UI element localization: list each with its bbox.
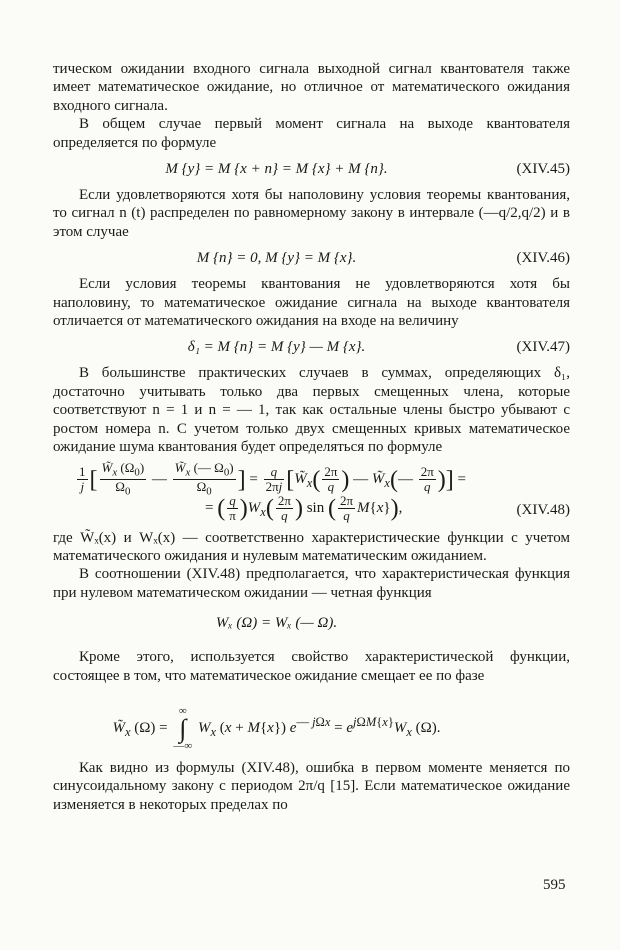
equation-xiv48-line1: $\frac{1}{j}$ [ $\frac{W̃_x (\Omega_0)}{\Omega_0}$ — $\frac{W̃_x (— \Omega_0)}{\Omega_0}$ ] = $\frac{q}{2\pi j}$ [$W̃_x$( $\frac{2\pi}{q}$ ) — $W̃_x(—$ $\frac{2\pi}{q}$ )] = [79,459,467,498]
paragraph-1: тическом ожидании входного сигнала выходной сигнал квантователя также имеет математическое ожидание, но отличное от математического ожидания входного сигнала. [53,61,570,114]
equation-xiv48-line2: = ( $\frac{q}{\pi}$ )$W_x$( $\frac{2\pi}{q}$ ) sin ( $\frac{2\pi}{q}$ M{x}), [205,492,403,523]
equation-xiv47-body: δ₁ = M {n} = M {y} — M {x}. [187,339,366,356]
equation-xiv47 [53,336,570,358]
equation-xiv47-number: (XIV.47) [516,339,570,356]
paragraph-9: Как видно из формулы (XIV.48), ошибка в первом моменте меняется по синусоидальному закону с периодом 2π/q [15]. Если математическое ожидание изменяется в некоторых пределах по [53,759,570,813]
text-column [53,60,570,814]
equation-even-function-body: Wₓ (Ω) = Wₓ (— Ω). [215,615,338,632]
paragraph-5: В большинстве практических случаев в суммах, определяющих δ₁, достаточно учитывать только два первых смещенных члена, которые соответствуют n = 1 и n = — 1, так как остальные члены быстро убывают с ростом номера n. С учетом только двух смещенных кривых математическое ожидание шума квантования будет определяться по формуле [53,365,570,456]
paragraph-7: В соотношении (XIV.48) предполагается, что характеристическая функция при нулевом математическом ожидании — четная функция [53,566,570,601]
equation-phase-shift-body: $W̃_x$ (Ω) = ∞ ∫ —∞ $W_x$ (x + M{x}) $e^{— j\Omega x} = e^{j\Omega M\{x\}}W_x$ (Ω). [112,704,441,752]
paragraph-8: Кроме этого, используется свойство характеристической функции, состоящее в том, что математическое ожидание смещает ее по фазе [53,649,570,684]
equation-xiv48 [53,461,570,525]
paragraph-4: Если условия теоремы квантования не удовлетворяются хотя бы наполовину, то математическое ожидание сигнала на выходе квантователя отличается от математического ожидания на входе на величину [53,276,570,330]
equation-xiv45 [53,158,570,180]
equation-xiv46-body: M {n} = 0, M {y} = M {x}. [196,250,357,267]
paragraph-3: Если удовлетворяются хотя бы наполовину условия теоремы квантования, то сигнал n (t) распределен по равномерному закону в интервале (—q/2,q/2) и в этом случае [53,187,570,240]
equation-xiv45-number: (XIV.45) [516,161,570,178]
equation-xiv46 [53,247,570,269]
equation-phase-shift [53,693,570,751]
equation-xiv45-body: M {y} = M {x + n} = M {x} + M {n}. [165,161,388,178]
equation-xiv46-number: (XIV.46) [516,250,570,267]
paragraph-6: где W̃ₓ(x) и Wₓ(x) — соответственно характеристические функции с учетом математического ожидания и нулевым математическим ожиданием. [53,529,570,564]
equation-even-function [53,612,570,634]
paragraph-2: В общем случае первый момент сигнала на выходе квантователя определяется по формуле [53,116,570,151]
page-number: 595 [543,877,566,893]
equation-xiv48-number: (XIV.48) [516,501,570,518]
